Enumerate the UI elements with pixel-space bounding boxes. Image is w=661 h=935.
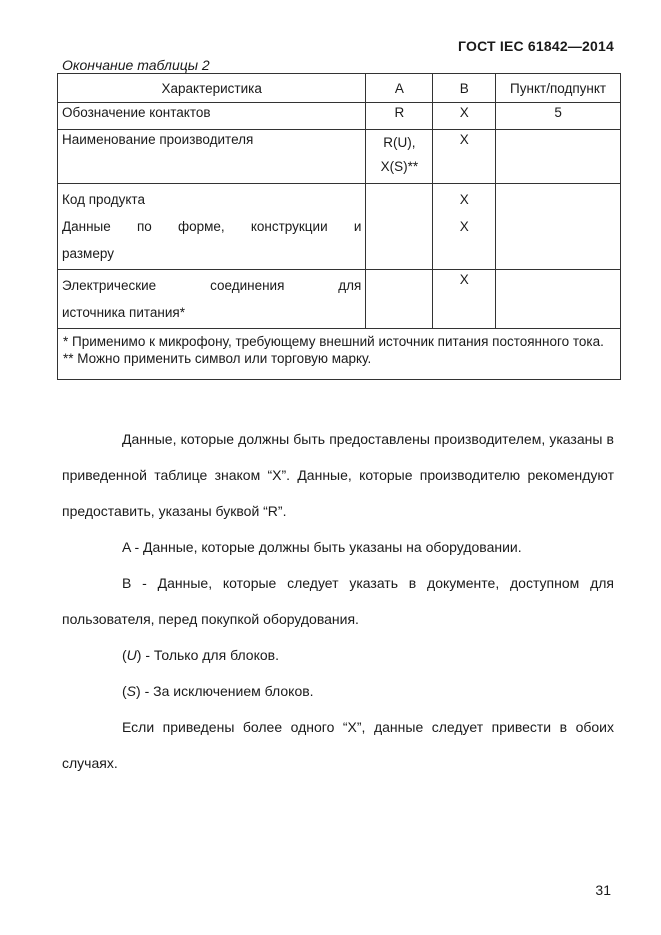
page-number: 31	[595, 882, 611, 898]
header-characteristic: Характеристика	[58, 74, 366, 103]
paragraph: Если приведены более одного “X”, данные следует привести в обоих случаях.	[62, 719, 614, 771]
header-clause: Пункт/подпункт	[496, 74, 621, 103]
cell-characteristic-line: Электрические соединения для	[62, 278, 362, 293]
cell-a-line: X(S)**	[380, 159, 419, 174]
cell-a	[366, 130, 433, 184]
table-row	[58, 270, 621, 329]
table-header-row	[58, 74, 621, 103]
table-row	[58, 184, 621, 270]
paragraph: A - Данные, которые должны быть указаны на оборудовании.	[122, 539, 522, 555]
table-notes	[58, 329, 621, 380]
cell-clause: 5	[496, 103, 621, 130]
cell-characteristic	[58, 270, 366, 329]
cell-characteristic-line: размеру	[62, 246, 114, 261]
cell-a: R	[366, 103, 433, 130]
cell-clause	[496, 270, 621, 329]
table-note: * Применимо к микрофону, требующему внешний источник питания постоянного тока.	[63, 334, 604, 349]
cell-b: X	[433, 130, 496, 184]
paragraph: (S) - За исключением блоков.	[122, 683, 314, 699]
cell-b-line: X	[459, 219, 469, 234]
paragraph-symbol: U	[126, 647, 137, 663]
paragraph-text: - Только для блоков.	[141, 647, 279, 663]
cell-characteristic: Обозначение контактов	[58, 103, 366, 130]
cell-a-line: R(U),	[383, 135, 416, 150]
cell-characteristic-line: источника питания*	[62, 305, 185, 320]
cell-b: X	[433, 270, 496, 329]
cell-a	[366, 270, 433, 329]
cell-b: X	[433, 103, 496, 130]
cell-characteristic	[58, 184, 366, 270]
cell-b	[433, 184, 496, 270]
characteristics-table	[57, 73, 621, 380]
paragraph: B - Данные, которые следует указать в документе, доступном для пользователя, перед покупкой оборудования.	[62, 575, 614, 627]
header-a: A	[366, 74, 433, 103]
table-notes-row	[58, 329, 621, 380]
cell-characteristic-line: Данные по форме, конструкции и	[62, 219, 362, 234]
document-standard-header: ГОСТ IEC 61842—2014	[458, 38, 614, 54]
paragraph-text: - За исключением блоков.	[140, 683, 314, 699]
paragraph: Данные, которые должны быть предоставлены производителем, указаны в приведенной таблице знаком “X”. Данные, которые производителю рекомендуют предоставить, указаны буквой “R”.	[62, 431, 614, 519]
paragraph-symbol: S	[126, 683, 137, 699]
table-note: ** Можно применить символ или торговую марку.	[63, 351, 372, 366]
cell-characteristic-line: Код продукта	[62, 192, 145, 207]
cell-characteristic: Наименование производителя	[58, 130, 366, 184]
table-row	[58, 130, 621, 184]
header-b: B	[433, 74, 496, 103]
body-text	[62, 421, 614, 781]
cell-clause	[496, 130, 621, 184]
paragraph: (U) - Только для блоков.	[122, 647, 279, 663]
cell-clause	[496, 184, 621, 270]
table-caption: Окончание таблицы 2	[62, 57, 210, 73]
table-row	[58, 103, 621, 130]
cell-a	[366, 184, 433, 270]
cell-b-line: X	[459, 192, 469, 207]
